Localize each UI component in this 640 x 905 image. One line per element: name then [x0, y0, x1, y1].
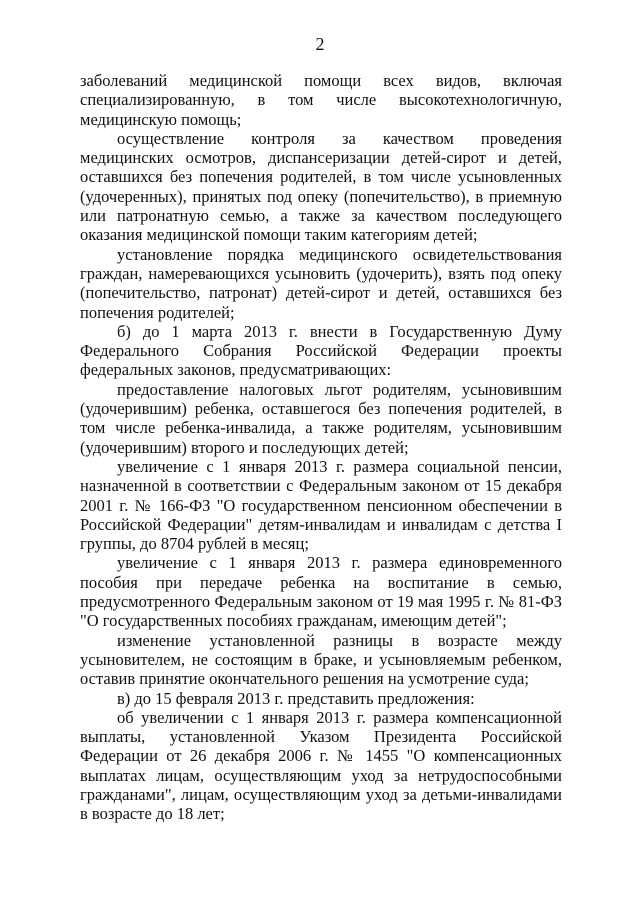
paragraph-lump-sum-allowance: увеличение с 1 января 2013 г. размера единовременного пособия при передаче ребенка на воспитание в семью, предусмотренного Федеральным законом от 19 мая 1995 г. № 81-ФЗ "О государственных пособиях гражданам, имеющим детей"; [80, 553, 562, 631]
paragraph-age-difference: изменение установленной разницы в возрасте между усыновителем, не состоящим в браке, и усыновляемым ребенком, оставив принятие окончательного решения на усмотрение суда; [80, 630, 562, 689]
paragraph-social-pension: увеличение с 1 января 2013 г. размера социальной пенсии, назначенной в соответствии с Федеральным законом от 15 декабря 2001 г. № 166-ФЗ "О государственном пенсионном обеспечении в Российской Федерации" детям-инвалидам и инвалидам с детства I группы, до 8704 рублей в месяц; [80, 456, 562, 554]
document-body [80, 71, 562, 824]
paragraph-item-v: в) до 15 февраля 2013 г. представить предложения: [117, 688, 475, 708]
paragraph-medical-examination-procedure: установление порядка медицинского освидетельствования граждан, намеревающихся усыновить (удочерить), взять под опеку (попечительство, патронат) детей-сирот и детей, оставшихся без попечения родителей; [80, 244, 562, 322]
paragraph-compensation-payment: об увеличении с 1 января 2013 г. размера компенсационной выплаты, установленной Указом Президента Российской Федерации от 26 декабря 2006 г. № 1455 "О компенсационных выплатах лицам, осуществляющим уход за нетрудоспособными гражданами", лицам, осуществляющим уход за детьми-инвалидами в возрасте до 18 лет; [80, 707, 562, 824]
paragraph-quality-control: осуществление контроля за качеством проведения медицинских осмотров, диспансеризации детей-сирот и детей, оставшихся без попечения родителей, в том числе усыновленных (удочеренных), принятых под опеку (попечительство), в приемную или патронатную семью, а также за качеством последующего оказания медицинской помощи таким категориям детей; [80, 128, 562, 245]
paragraph-item-b: б) до 1 марта 2013 г. внести в Государственную Думу Федерального Собрания Российской Федерации проекты федеральных законов, предусматривающих: [80, 321, 562, 380]
paragraph-tax-benefits: предоставление налоговых льгот родителям, усыновившим (удочерившим) ребенка, оставшегося без попечения родителей, в том числе ребенка-инвалида, а также родителям, усыновившим (удочерившим) второго и последующих детей; [80, 379, 562, 457]
page-number: 2 [315, 34, 325, 54]
paragraph-medical-care-continuation: заболеваний медицинской помощи всех видов, включая специализированную, в том числе высокотехнологичную, медицинскую помощь; [80, 71, 562, 129]
